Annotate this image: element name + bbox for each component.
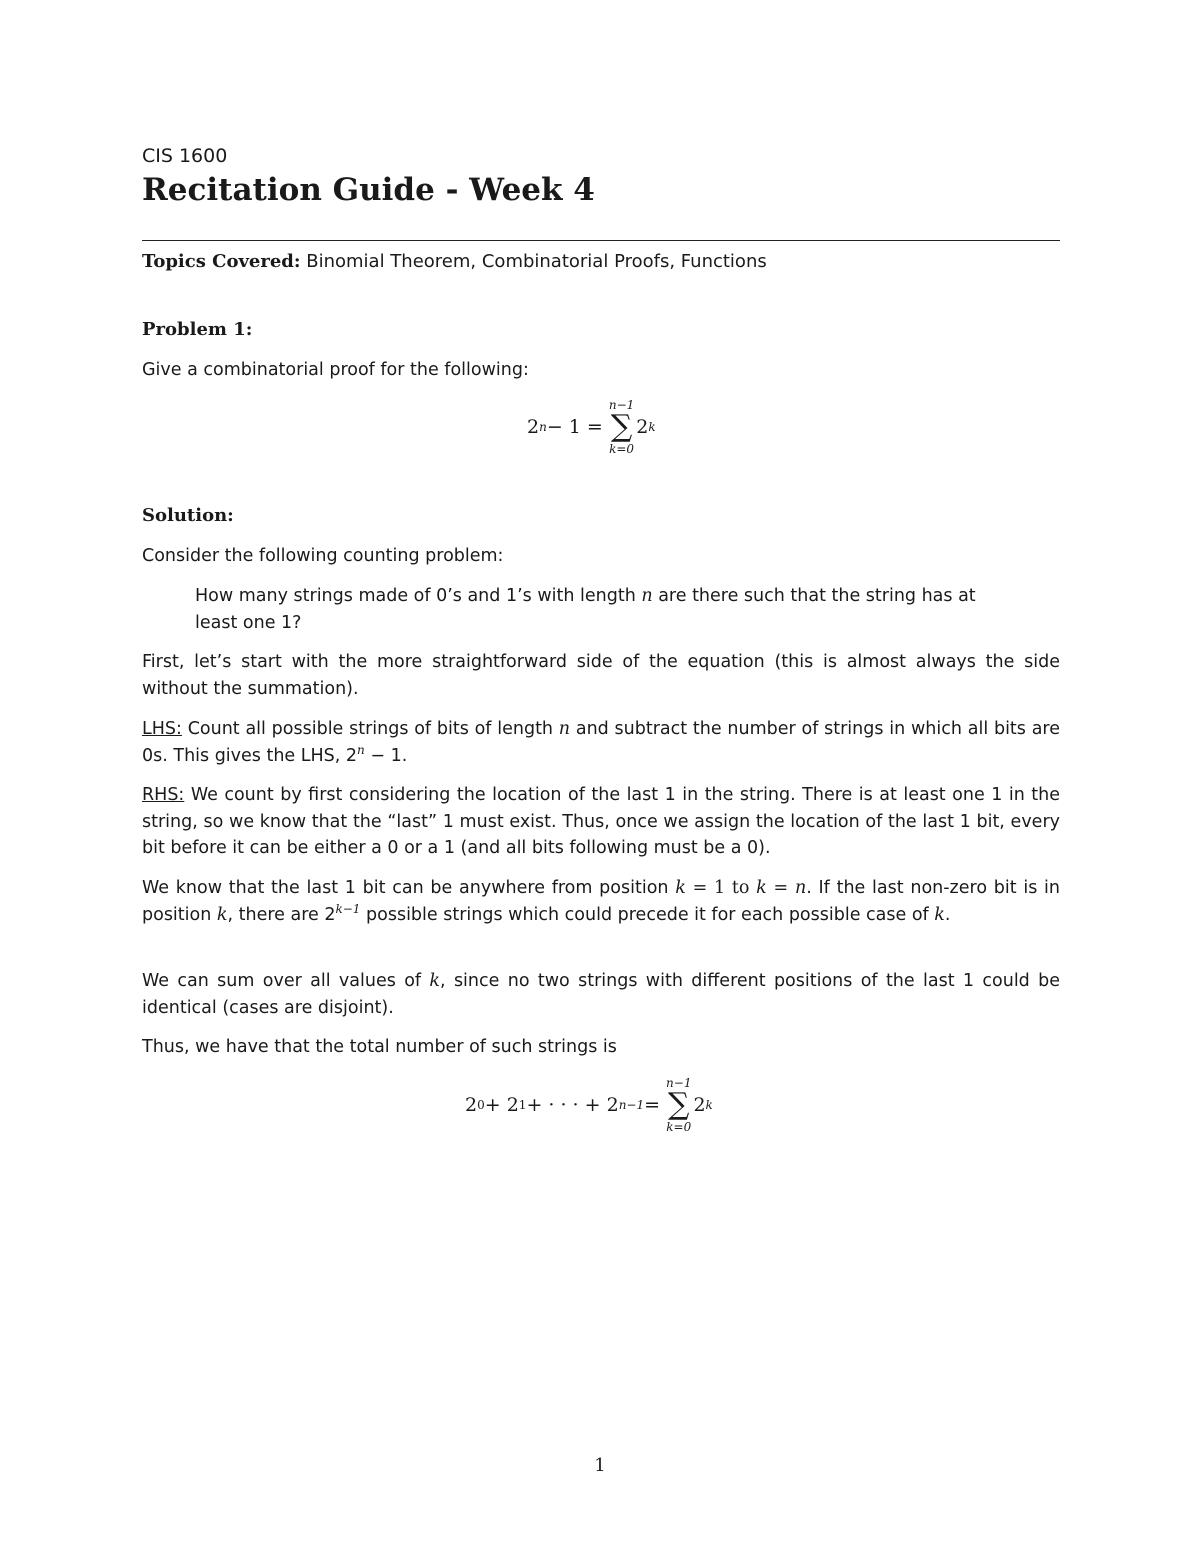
know-var-k4: k — [934, 904, 945, 925]
know-text-d: . If the last non-zero bit is in position — [142, 878, 1061, 925]
solution-heading: Solution: — [142, 505, 234, 526]
eq1-rhs-base: 2 — [636, 416, 649, 438]
know-text-c: = — [766, 878, 795, 898]
know-var-k1: k — [675, 878, 686, 898]
para-rhs — [142, 782, 1060, 862]
para-total: Thus, we have that the total number of such strings is — [142, 1037, 617, 1057]
solution-intro: Consider the following counting problem: — [142, 546, 504, 566]
know-text-b: = 1 to — [685, 878, 757, 898]
page-title: Recitation Guide - Week 4 — [142, 172, 595, 208]
eq2-sum — [666, 1076, 691, 1134]
know-exp: k−1 — [335, 901, 361, 916]
eq2-rhs-base: 2 — [693, 1094, 706, 1116]
sum-text-a: We can sum over all values of — [142, 971, 430, 991]
lhs-exp: n — [357, 742, 365, 757]
course-code: CIS 1600 — [142, 145, 228, 167]
para-lhs — [142, 716, 1060, 769]
know-text-a: We know that the last 1 bit can be anywhere from position — [142, 878, 676, 898]
know-text-e: , there are 2 — [227, 904, 336, 925]
eq2-term0: 2 — [465, 1094, 478, 1116]
eq1-lhs-rest: − 1 = — [546, 416, 603, 438]
lhs-text-b: and subtract the number of strings in which all bits are 0s. This gives the LHS, 2 — [142, 719, 1060, 766]
sum-var-k: k — [429, 971, 441, 991]
eq1-sum-lower: k=0 — [609, 442, 635, 456]
topics-value: Binomial Theorem, Combinatorial Proofs, Functions — [300, 251, 767, 272]
eq2-term2: + · · · + 2 — [526, 1094, 619, 1116]
rhs-text: We count by first considering the location of the last 1 in the string. There is at least one 1 in the string, so we know that the “last” 1 must exist. Thus, once we assign the location of the last 1 bit, every bit before it can be either a 0 or a 1 (and all bits following must be a 0). — [142, 785, 1060, 858]
lhs-text-c: − 1. — [364, 745, 408, 766]
eq1-lhs-base: 2 — [527, 416, 540, 438]
problem-equation: 2 n − 1 = n−1 ∑ k=0 2 k — [527, 398, 656, 456]
know-text-g: . — [944, 904, 951, 925]
know-text-f: possible strings which could precede it for each possible case of — [360, 904, 935, 925]
topics-label: Topics Covered: — [142, 251, 301, 272]
solution-equation: 2 0 + 2 1 + · · · + 2 n−1 = n−1 ∑ k=0 2 k — [465, 1076, 713, 1134]
page-number: 1 — [594, 1455, 606, 1476]
lhs-var-n: n — [558, 719, 571, 739]
problem-prompt: Give a combinatorial proof for the following: — [142, 360, 529, 380]
rhs-label: RHS: — [142, 785, 185, 805]
para-position — [142, 875, 1060, 928]
know-var-n: n — [794, 878, 807, 898]
eq2-term1: + 2 — [484, 1094, 519, 1116]
quote-text-a: How many strings made of 0’s and 1’s with length — [195, 586, 642, 606]
quote-text-b: are there such that the string has at least one 1? — [195, 586, 976, 633]
problem-heading: Problem 1: — [142, 319, 253, 340]
eq1-sum — [609, 398, 634, 456]
quote-var-n: n — [641, 586, 653, 606]
lhs-label: LHS: — [142, 719, 182, 739]
sum-text-b: , since no two strings with different positions of the last 1 could be identical (cases are disjoint). — [142, 971, 1061, 1018]
eq2-sum-upper: n−1 — [666, 1076, 692, 1090]
eq2-sum-symbol: ∑ — [668, 1087, 690, 1122]
counting-problem-quote — [195, 583, 1015, 636]
para-first: First, let’s start with the more straightforward side of the equation (this is almost always the side without the summation). — [142, 652, 1060, 699]
para-sum — [142, 968, 1060, 1021]
eq2-equals: = — [644, 1094, 661, 1116]
eq1-sum-symbol: ∑ — [610, 409, 633, 444]
eq1-sum-upper: n−1 — [608, 398, 635, 412]
know-var-k3: k — [216, 904, 228, 925]
eq2-sum-lower: k=0 — [666, 1120, 692, 1134]
lhs-text-a: Count all possible strings of bits of length — [181, 719, 559, 739]
header-divider — [142, 240, 1060, 241]
topics-line — [142, 250, 767, 274]
know-var-k2: k — [756, 878, 767, 898]
